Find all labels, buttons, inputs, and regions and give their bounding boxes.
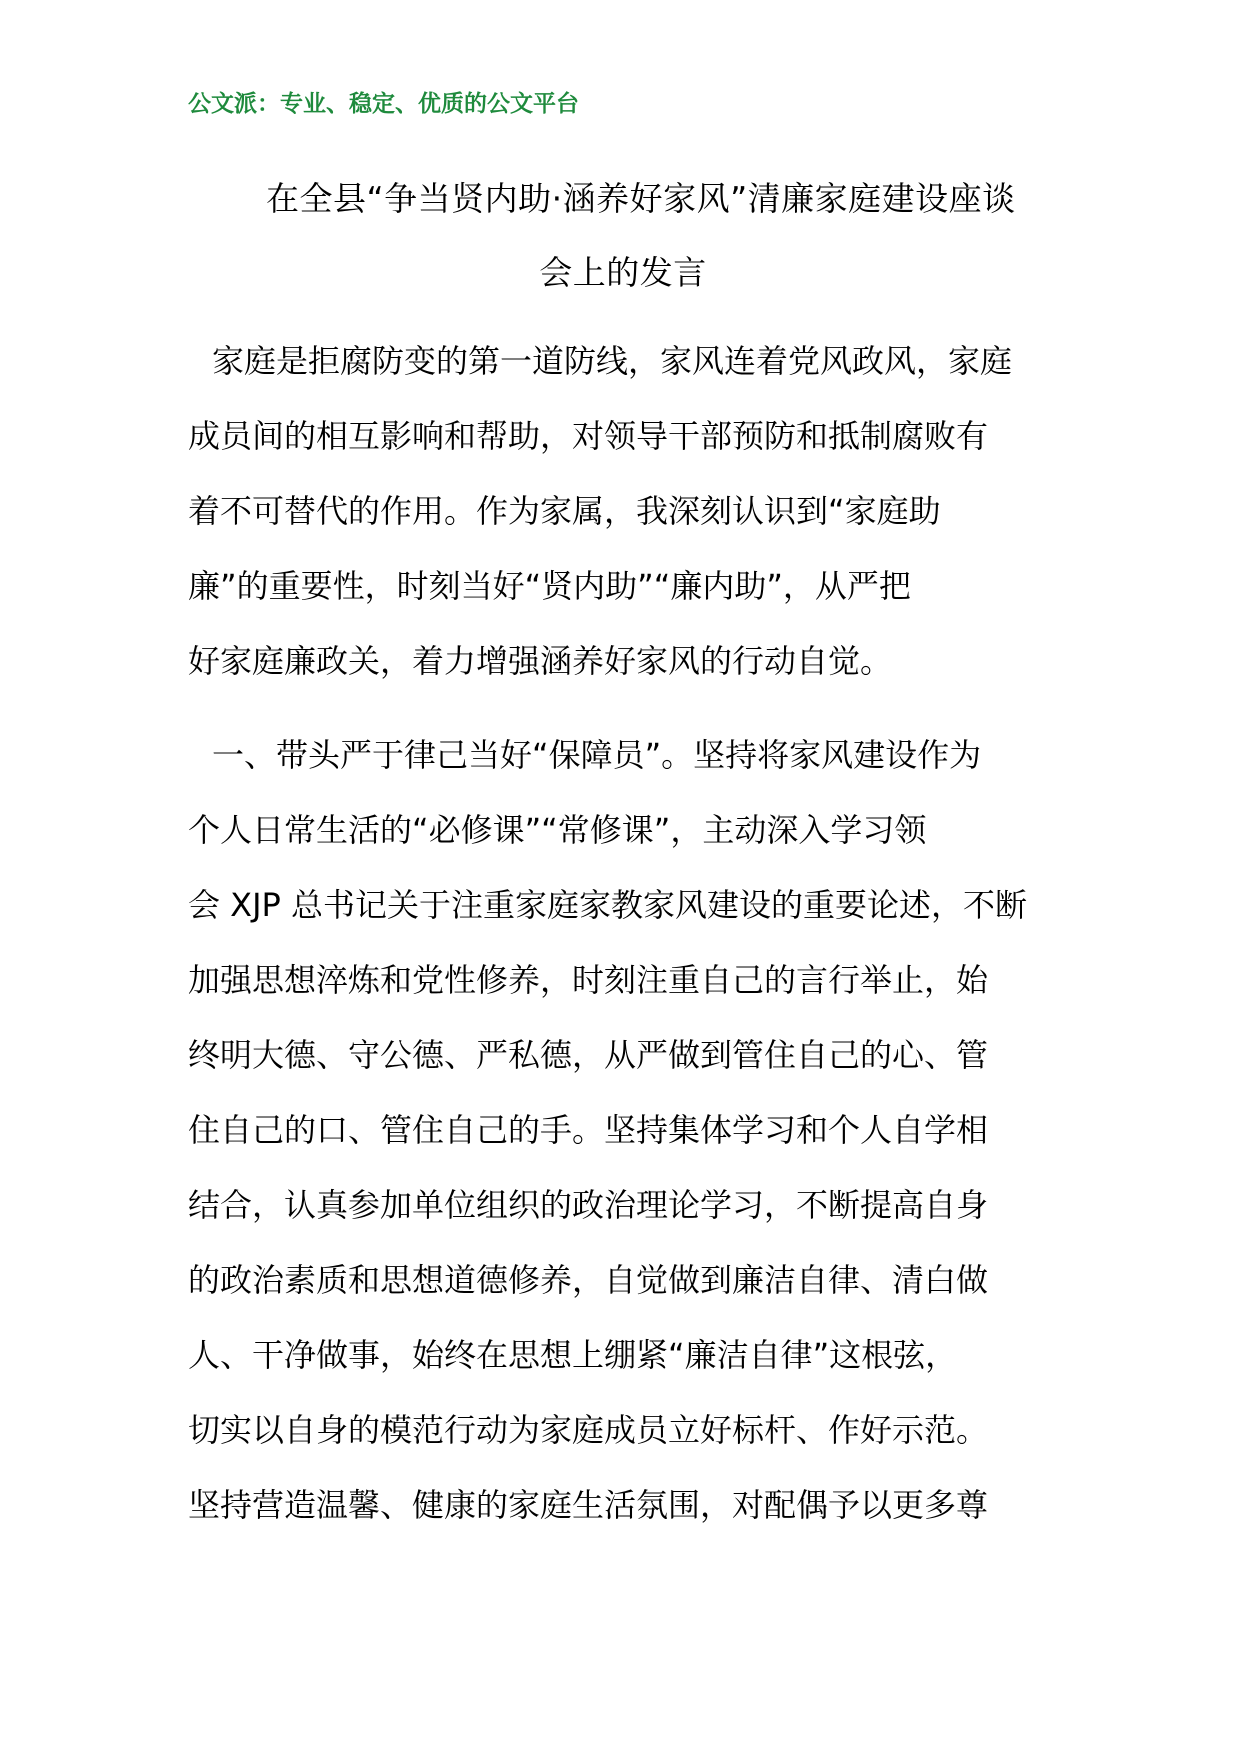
paragraph-line: 家庭是拒腐防变的第一道防线，家风连着党风政风，家庭 — [212, 342, 1013, 380]
paragraph-line: 会 XJP 总书记关于注重家庭家教家风建设的重要论述，不断 — [188, 886, 1028, 924]
paragraph-line: 廉”的重要性，时刻当好“贤内助”“廉内助”，从严把 — [188, 567, 911, 605]
paragraph-line: 成员间的相互影响和帮助，对领导干部预防和抵制腐败有 — [188, 417, 989, 455]
header-tagline: 公文派：专业、稳定、优质的公文平台 — [188, 90, 579, 117]
paragraph-line: 坚持营造温馨、健康的家庭生活氛围，对配偶予以更多尊 — [188, 1486, 989, 1524]
paragraph-line: 个人日常生活的“必修课”“常修课”，主动深入学习领 — [188, 811, 927, 849]
paragraph-line: 加强思想淬炼和党性修养，时刻注重自己的言行举止，始 — [188, 961, 989, 999]
document-title — [188, 162, 1058, 310]
paragraph-line: 的政治素质和思想道德修养，自觉做到廉洁自律、清白做 — [188, 1261, 989, 1299]
paragraph-section-1 — [188, 718, 1058, 1543]
paragraph-line: 终明大德、守公德、严私德，从严做到管住自己的心、管 — [188, 1036, 989, 1074]
paragraph-line: 一、带头严于律己当好“保障员”。坚持将家风建设作为 — [212, 736, 982, 774]
paragraph-line: 切实以自身的模范行动为家庭成员立好标杆、作好示范。 — [188, 1411, 989, 1449]
title-line-2: 会上的发言 — [539, 253, 707, 292]
paragraph-line: 结合，认真参加单位组织的政治理论学习，不断提高自身 — [188, 1186, 989, 1224]
paragraph-intro — [188, 324, 1058, 699]
paragraph-line: 好家庭廉政关，着力增强涵养好家风的行动自觉。 — [188, 642, 893, 680]
paragraph-line: 住自己的口、管住自己的手。坚持集体学习和个人自学相 — [188, 1111, 989, 1149]
title-line-1: 在全县“争当贤内助·涵养好家风”清廉家庭建设座谈 — [266, 179, 1016, 218]
paragraph-line: 人、干净做事，始终在思想上绷紧“廉洁自律”这根弦， — [188, 1336, 958, 1374]
paragraph-line: 着不可替代的作用。作为家属，我深刻认识到“家庭助 — [188, 492, 941, 530]
